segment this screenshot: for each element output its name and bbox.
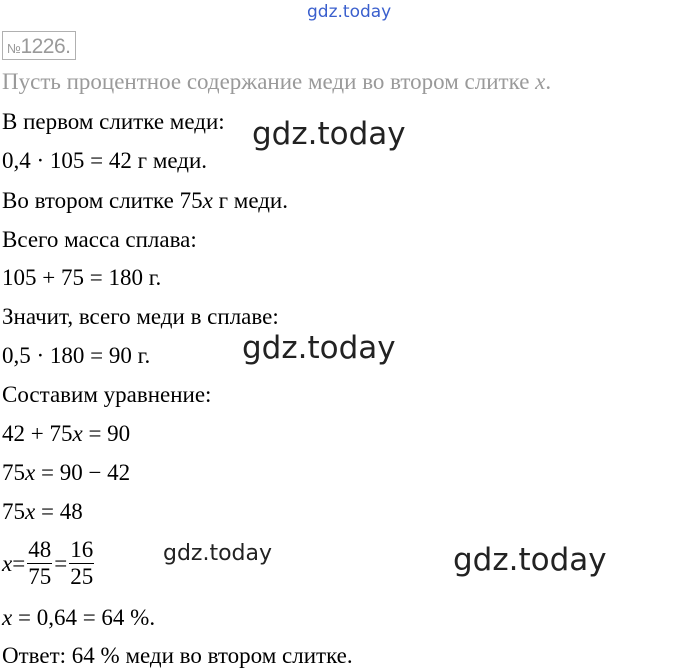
eq2-right: = 90 − 42: [35, 460, 131, 485]
line-answer: Ответ: 64 % меди во втором слитке.: [2, 643, 353, 668]
second-ingot-variable: x: [202, 188, 213, 213]
fraction-equals-2: =: [54, 550, 68, 576]
line-total-copper: Значит, всего меди в сплаве:: [2, 304, 279, 329]
eq2-left: 75: [2, 460, 25, 485]
line-equation-1: [2, 420, 130, 448]
eq1-left: 42 + 75: [2, 421, 73, 446]
watermark-top: gdz.today: [307, 2, 392, 22]
task-number-badge: [2, 31, 76, 60]
intro-line: [2, 68, 551, 96]
intro-variable: x: [535, 69, 546, 94]
result-variable: x: [2, 605, 13, 630]
fraction-2-numerator: 16: [70, 537, 94, 562]
line-equation-3: [2, 498, 83, 526]
fraction-16-25: [69, 537, 94, 590]
eq1-right: = 90: [82, 421, 131, 446]
line-first-ingot: В первом слитке меди:: [2, 109, 225, 134]
line-equation-2: [2, 459, 130, 487]
line-first-calc: 0,4 · 105 = 42 г меди.: [2, 148, 208, 173]
number-sign: №: [7, 41, 21, 56]
result-value: = 0,64 = 64 %.: [12, 605, 156, 630]
eq3-variable: x: [25, 499, 36, 524]
watermark-2: gdz.today: [242, 330, 396, 366]
line-total-mass-calc: 105 + 75 = 180 г.: [2, 265, 162, 290]
watermark-4: gdz.today: [453, 542, 607, 578]
intro-period: .: [545, 69, 552, 94]
line-total-mass: Всего масса сплава:: [2, 227, 197, 252]
watermark-3: gdz.today: [163, 541, 273, 566]
eq3-left: 75: [2, 499, 25, 524]
intro-text: Пусть процентное содержание меди во втором слитке: [2, 69, 536, 94]
eq3-right: = 48: [35, 499, 83, 524]
eq2-variable: x: [25, 460, 36, 485]
fraction-variable: x: [2, 550, 13, 576]
fraction-equals-1: =: [12, 550, 26, 576]
fraction-1-numerator: 48: [28, 537, 52, 562]
fraction-2-denominator: 25: [70, 564, 94, 589]
eq1-variable: x: [72, 421, 83, 446]
task-number: 1226.: [20, 35, 71, 58]
second-ingot-text: Во втором слитке 75: [2, 188, 203, 213]
line-result: [2, 604, 155, 632]
line-total-copper-calc: 0,5 · 180 = 90 г.: [2, 343, 151, 368]
line-equation-heading: Составим уравнение:: [2, 382, 212, 407]
fraction-48-75: [27, 537, 52, 590]
second-ingot-tail: г меди.: [212, 188, 288, 213]
fraction-equation: [2, 537, 96, 597]
watermark-1: gdz.today: [252, 116, 406, 152]
line-second-ingot: [2, 187, 288, 215]
fraction-1-denominator: 75: [28, 564, 52, 589]
